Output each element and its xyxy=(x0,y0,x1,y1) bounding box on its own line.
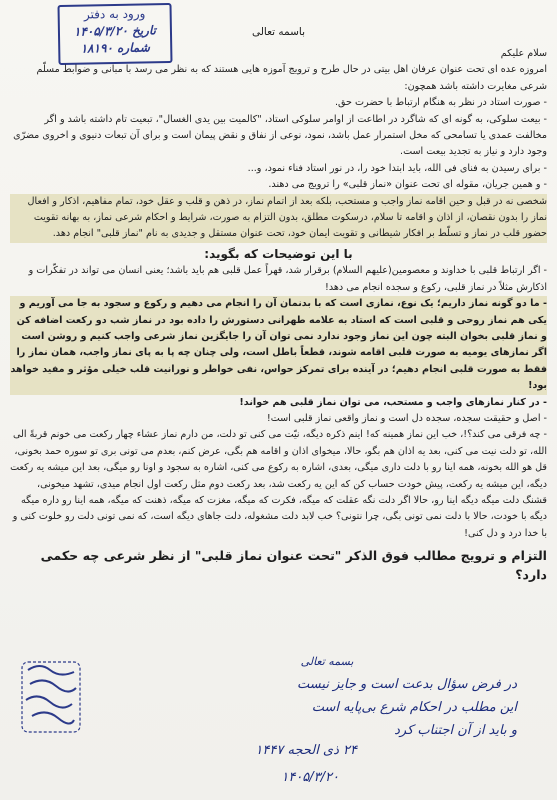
answer-line: این مطلب در احکام شرع بی‌پایه است xyxy=(311,700,517,715)
greeting: سلام علیکم xyxy=(500,48,547,59)
explanation-item: - ما دو گونه نماز داریم؛ یک نوع، نمازی است که با بدنمان آن را انجام می دهیم و رکوع و سجود به جا می آوریم و یکی هم نماز روحی و قلبی است که استاد به علامه طهرانی دستورش را داده بود در نماز شب دو رکعت اضافه کن و نماز قلبی بخوان البته چون این نماز وجود ندارد نمی توان آن را جایگزین نماز شرعی واجب کنیم و روشن است اگر نمازهای یومیه به صورت قلبی اقامه شوند، قطعاً باطل است، ولی چنان چه پا به پای نماز واجب، همان نماز را فقط به صورت قلبی انجام دهیم؛ در آینده برای تمرکز حواس، نفی خواطر و نورانیت قلب خیلی مؤثر و مفید خواهد بود! xyxy=(10,296,547,394)
stamp-number: شماره ۱۸۱۹۰ xyxy=(80,40,150,56)
point-item: - و همین جریان، مقوله ای تحت عنوان «نماز قلبی» را ترویج می دهند. xyxy=(10,177,547,193)
explanation-item: - در کنار نمازهای واجب و مستحب، می توان نماز قلبی هم خواند! xyxy=(10,395,547,411)
seal-icon xyxy=(20,660,82,738)
answer-date-hijri: ۲۴ ذی الحجه ۱۴۴۷ xyxy=(255,743,357,758)
answer-date-solar: ۱۴۰۵/۳/۲۰ xyxy=(281,770,339,785)
explanation-item: - اگر ارتباط قلبی با خداوند و معصومین(علیهم السلام) برقرار شد، قهراً عمل قلبی هم باید باشد؛ یعنی انسان می تواند در تفکّرات و اذکارش مثلاً در نماز قلبی، رکوع و سجده انجام می دهد! xyxy=(10,263,547,296)
bismillah-header: باسمه تعالی xyxy=(251,26,306,38)
sub-heading: با این توضیحات که بگوید: xyxy=(204,246,353,261)
answer-heading: بسمه تعالی xyxy=(300,655,354,668)
explanation-item: - اصل و حقیقت سجده، سجده دل است و نماز واقعی نماز قلبی است! xyxy=(10,411,547,427)
point-item: - بیعت سلوکی، به گونه ای که شاگرد در اطاعت از اوامر سلوکی استاد، "کالمیت بین یدی الغسال"، تبعیت تام داشته باشد و اگر مخالفت عمدی یا تسامحی که مخل استمرار عمل باشد، نمود، نوعی از نفاق و نقض پیمان است و برای آن تبعات دنیوی و اخروی مضرّی وجود دارد و نیاز به تجدید بیعت است. xyxy=(10,112,547,161)
point-item: - صورت استاد در نظر به هنگام ارتباط با حضرت حق. xyxy=(10,95,547,111)
description-paragraph: شخصی نه در قبل و حین اقامه نماز واجب و مستحب، بلکه بعد از اتمام نماز، در ذهن و قلب و عقل خود، تمام مفاهیم، اذکار و افعال نماز را بدون نقصان، از اذان و اقامه تا سلام، درسکوت مطلق، بدون التزام به صورت، شرایط و احکام شرعی نماز، به بهانه تقویت حضور قلب در نماز و تسلّط بر افکار شیطانی و تقویت ایمان خود، تحت عنوان مستقل و جدیدی به نام "نماز قلبی" انجام دهد. xyxy=(10,194,547,243)
letter-body xyxy=(10,44,547,584)
question-line: التزام و ترویج مطالب فوق الذکر "تحت عنوان نماز قلبی" از نظر شرعی چه حکمی دارد؟ xyxy=(40,548,547,583)
answer-line: در فرض سؤال بدعت است و جایز نیست xyxy=(297,677,517,692)
stamp-date: تاریخ ۱۴۰۵/۳/۲۰ xyxy=(73,23,157,39)
intro-paragraph: امروزه عده ای تحت عنوان عرفان اهل بیتی در حال طرح و ترویج آموزه هایی هستند که به نظر می رسد با مبانی و ضوابط مسلّم شرعی مغایرت داشته باشد همچون: xyxy=(36,64,547,92)
explanation-item: - چه فرقی می کند؟!، خب این نماز همینه که! اینم ذکره دیگه، نیّت می کنی تو دلت، من دارم نماز عشاء چهار رکعت می خونم قربةً الی الله، تو دلت نیت می کنی، بعد یه اذان هم بگو، حالا، میخوای اذان و اقامه هم بگی، عرض کنم، بعدم می تونی بری تو سوره حمد بخونی، قل هو الله بخونه، همه اینا رو با دلت داری میگی، بعدی، اشاره به رکوع می کنی، اشاره به سجود و اونا رو میگی، بعد این میشه یه رکعت دیگه، این میشه یه رکعت، پیش خودت حساب کن که این یه رکعت شد، بعد رکعت دوم مثل رکعت اول انجام میدی، تشهد میخونی، قشنگ دلت میگه دیگه اینا رو، حالا اگر دلت نگه عقلت که میگه، فکرت که میگه، مغزت که میگه، ذهنت که میگه، همه اینا رو داره میگه دیگه با خودت، حالا با دلت نمی تونی بگی، چرا نتونی؟ خب لابد دلت مشغوله، دلت جاهای دیگه است، که نمی تونی دلت رو خلوت کنی و با خدا درد و دل کنی! xyxy=(10,427,547,542)
point-item: - برای رسیدن به فنای فی الله، باید ابتدا خود را، در نور استاد فناء نمود، و... xyxy=(10,161,547,177)
answer-line: و باید از آن اجتناب کرد xyxy=(394,723,517,738)
handwritten-answer xyxy=(137,650,517,742)
stamp-title: ورود به دفتر xyxy=(83,6,146,22)
